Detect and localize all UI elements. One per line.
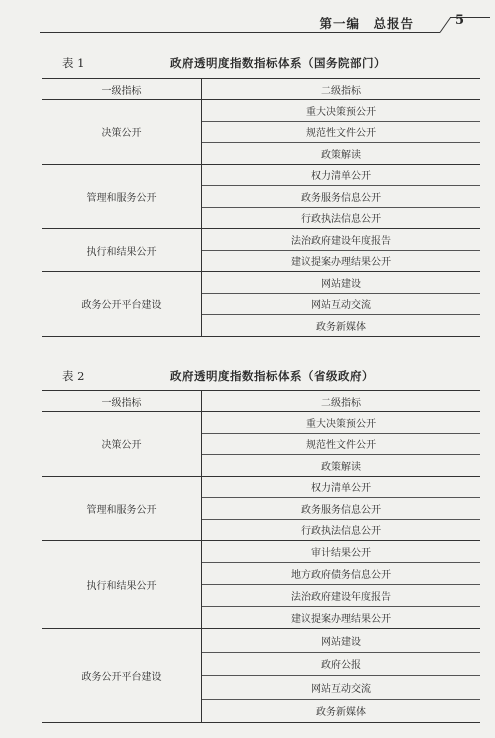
table1-item: 规范性文件公开 (202, 121, 481, 143)
table2 (42, 390, 480, 723)
table1-item: 网站建设 (202, 272, 481, 294)
table2-col-level1: 一级指标 (42, 391, 202, 412)
table1-group-platform: 政务公开平台建设 (42, 272, 202, 337)
table2-caption (62, 368, 480, 386)
table-row (42, 164, 480, 186)
table2-group-platform: 政务公开平台建设 (42, 629, 202, 723)
table2-header-row (42, 391, 480, 412)
table1-item: 建议提案办理结果公开 (202, 250, 481, 272)
header-rule-tail (450, 17, 490, 18)
table-row (42, 412, 480, 434)
table1-header-row (42, 79, 480, 100)
table2-item: 审计结果公开 (202, 541, 481, 563)
header-rule (40, 32, 440, 33)
table-row (42, 272, 480, 294)
table2-item: 政务新媒体 (202, 699, 481, 723)
table1-group-decision: 决策公开 (42, 100, 202, 165)
table1-item: 法治政府建设年度报告 (202, 229, 481, 251)
running-title: 第一编 总报告 (319, 16, 414, 31)
table2-group-management: 管理和服务公开 (42, 476, 202, 541)
table2-item: 网站建设 (202, 629, 481, 653)
table1-number: 表 1 (62, 56, 85, 70)
table-row (42, 541, 480, 563)
table1-item: 网站互动交流 (202, 293, 481, 315)
table1 (42, 78, 480, 337)
table1-item: 政务新媒体 (202, 315, 481, 337)
table-row (42, 229, 480, 251)
table1-group-execution: 执行和结果公开 (42, 229, 202, 272)
table1-item: 权力清单公开 (202, 164, 481, 186)
page-number: 5 (454, 13, 464, 28)
table2-item: 政务服务信息公开 (202, 498, 481, 520)
table2-group-execution: 执行和结果公开 (42, 541, 202, 629)
table1-item: 政务服务信息公开 (202, 186, 481, 208)
table-row (42, 629, 480, 653)
table1-col-level1: 一级指标 (42, 79, 202, 100)
table1-item: 重大决策预公开 (202, 100, 481, 122)
table2-group-decision: 决策公开 (42, 412, 202, 477)
table2-item: 行政执法信息公开 (202, 519, 481, 541)
table2-item: 建议提案办理结果公开 (202, 607, 481, 629)
table2-title: 政府透明度指数指标体系（省级政府） (170, 369, 374, 383)
table2-item: 法治政府建设年度报告 (202, 585, 481, 607)
table2-item: 政府公报 (202, 652, 481, 676)
table2-item: 规范性文件公开 (202, 433, 481, 455)
table-row (42, 476, 480, 498)
table2-col-level2: 二级指标 (202, 391, 481, 412)
table2-item: 政策解读 (202, 455, 481, 477)
table2-item: 地方政府债务信息公开 (202, 563, 481, 585)
page-header (40, 8, 488, 34)
table1-group-management: 管理和服务公开 (42, 164, 202, 229)
table2-number: 表 2 (62, 369, 85, 383)
table2-item: 网站互动交流 (202, 676, 481, 700)
table2-item: 重大决策预公开 (202, 412, 481, 434)
table1-caption (62, 55, 480, 73)
table1-item: 行政执法信息公开 (202, 207, 481, 229)
table1-col-level2: 二级指标 (202, 79, 481, 100)
table1-title: 政府透明度指数指标体系（国务院部门） (170, 56, 386, 70)
table1-item: 政策解读 (202, 143, 481, 165)
table2-item: 权力清单公开 (202, 476, 481, 498)
table-row (42, 100, 480, 122)
